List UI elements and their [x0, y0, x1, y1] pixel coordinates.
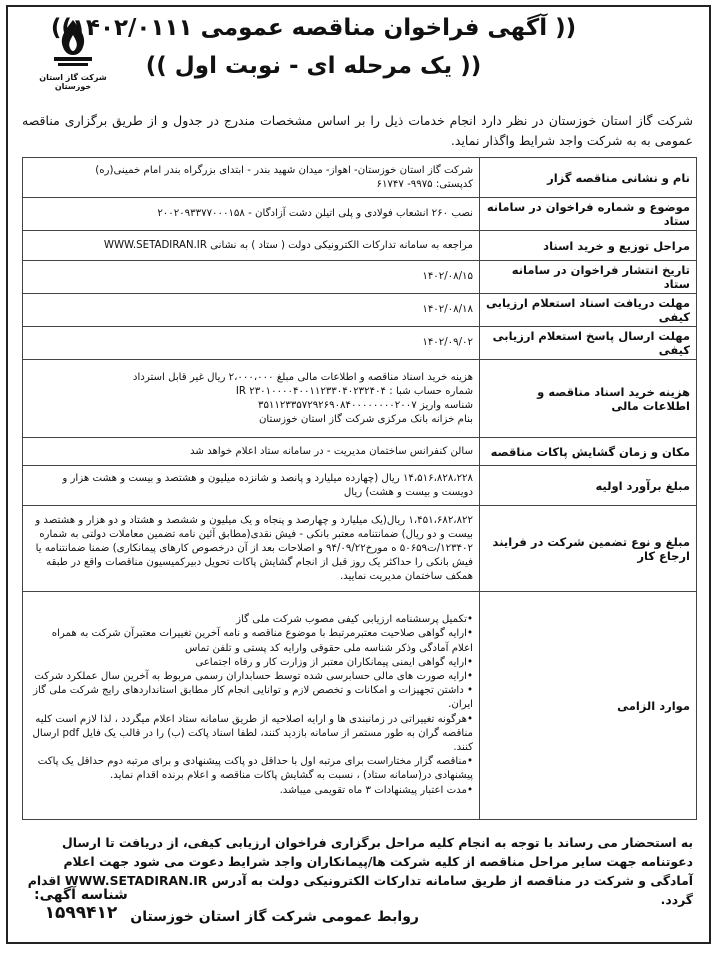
table-row	[23, 466, 697, 506]
table-row	[23, 327, 697, 360]
row-value: ۱۴۰۲/۰۹/۰۲	[23, 327, 480, 360]
intro-paragraph: شرکت گاز استان خوزستان در نظر دارد انجام خدمات ذیل را بر اساس مشخصات مندرج در جدول و از طریق برگزاری مناقصه عمومی به به شرکت واجد شرایط واگذار نماید.	[22, 113, 693, 148]
row-label: موضوع و شماره فراخوان در سامانه ستاد	[480, 198, 697, 231]
advertisement-page	[6, 5, 711, 944]
ad-id-value: ۱۵۹۹۴۱۲	[44, 903, 118, 923]
row-label: مهلت دریافت اسناد استعلام ارزیابی کیفی	[480, 294, 697, 327]
row-value	[23, 592, 480, 820]
requirement-item: •هرگونه تغییراتی در زمانبندی ها و ارایه اصلاحیه از طریق سامانه ستاد اعلام میگردد ، لذا لازم است کلیه مناقصه گران به طور مستمر از سامانه بازدید کنند، لطفا اسناد پاکت (ب) را در قالب یک فایل pdf ارسال کنند.	[32, 713, 473, 753]
row-label: هزینه خرید اسناد مناقصه و اطلاعات مالی	[480, 360, 697, 438]
table-row	[23, 158, 697, 198]
row-value: سالن کنفرانس ساختمان مدیریت - در سامانه ستاد اعلام خواهد شد	[23, 438, 480, 466]
table-row	[23, 261, 697, 294]
requirement-item: •تکمیل پرسشنامه ارزیابی کیفی مصوب شرکت ملی گاز	[236, 614, 473, 626]
row-value: ۱،۴۵۱،۶۸۲،۸۲۲ ریال(یک میلیارد و چهارصد و پنجاه و یک میلیون و ششصد و هشتاد و دو هزار و هشتصد و بیست و دو ریال) ضمانتنامه معتبر بانکی - فیش نقدی(مطابق آئین نامه تضمین معاملات دولتی به شماره ۱۲۳۴۰۲/ت۵۰۶۵۹ ه مورخ۹۴/۰۹/۲۲ و اصلاحات بعد از آن درخصوص کارهای پیمانکاری) ضمنا ضمانتنامه یا فیش بانکی را حداکثر یک روز قبل از انجام گشایش پاکات تحویل دبیرکمیسیون مناقصات واقع در طبقه همکف ساختمان مدیریت نمایید.	[23, 506, 480, 592]
table-row	[23, 198, 697, 231]
closing-paragraph: به استحضار می رساند با توجه به انجام کلیه مراحل برگزاری فراخوان ارزیابی کیفی، از دریافت تا ارسال دعوتنامه جهت سایر مراحل مناقصه از کلیه شرکت ها/پیمانکاران واجد شرایط دعوت می شود جهت اعلام آمادگی و شرکت در مناقصه از طریق سامانه تدارکات الکترونیکی دولت به آدرس WWW.SETADIRAN.IR اقدام گردد.	[27, 835, 693, 907]
row-label: مبلغ و نوع تضمین شرکت در فرایند ارجاع کار	[480, 506, 697, 592]
row-label: مبلغ برآورد اولیه	[480, 466, 697, 506]
header	[8, 7, 709, 107]
row-value: نصب ۲۶۰ انشعاب فولادی و پلی اتیلن دشت آزادگان - ۲۰۰۲۰۹۳۳۷۷۰۰۰۱۵۸	[23, 198, 480, 231]
table-row	[23, 360, 697, 438]
table-row	[23, 592, 697, 820]
row-value: مراجعه به سامانه تدارکات الکترونیکی دولت ( ستاد ) به نشانی WWW.SETADIRAN.IR	[23, 231, 480, 261]
row-value: ۱۴۰۲/۰۸/۱۸	[23, 294, 480, 327]
table-row	[23, 294, 697, 327]
row-label: موارد الزامی	[480, 592, 697, 820]
row-value: هزینه خرید اسناد مناقصه و اطلاعات مالی مبلغ ۲،۰۰۰،۰۰۰ ریال غیر قابل استرداد شماره حساب شبا : IR ۲۳۰۱۰۰۰۰۴۰۰۱۱۲۳۳۰۴۰۲۳۲۴۰۴ شناسه واریز ۳۵۱۱۲۳۳۵۷۲۹۲۶۹۰۸۴۰۰۰۰۰۰۰۰۲۰۰۷ بنام خزانه بانک مرکزی شرکت گاز استان خوزستان	[23, 360, 480, 438]
public-relations-signature: روابط عمومی شرکت گاز استان خوزستان	[130, 909, 419, 925]
requirement-item: •مناقصه گزار مختاراست برای مرتبه اول با حداقل دو پاکت پیشنهادی و برای مرتبه دوم حداقل یک پاکت پیشنهادی در(سامانه ستاد) ، نسبت به گشایش پاکات مناقصه و اعلام برنده اقدام نماید.	[37, 756, 473, 782]
requirement-item: •ارایه صورت های مالی حسابرسی شده توسط حسابداران رسمی مربوط به آخرین سال عملکرد شرکت	[34, 670, 473, 682]
requirement-item: •ارایه گواهی صلاحیت معتبرمرتبط با موضوع مناقصه و نامه آخرین تغییرات معتبرآن شرکت به همراه اعلام آمادگی وذکر شناسه ملی حقوقی وارایه کد پستی و تلفن تماس	[51, 628, 473, 654]
row-label: نام و نشانی مناقصه گزار	[480, 158, 697, 198]
row-value: ۱۴۰۲/۰۸/۱۵	[23, 261, 480, 294]
requirement-item: • داشتن تجهیزات و امکانات و تخصص لازم و توانایی انجام کار مطابق استانداردهای رایج شرکت ملی گاز ایران.	[33, 685, 473, 711]
row-label: مهلت ارسال پاسخ استعلام ارزیابی کیفی	[480, 327, 697, 360]
table-row	[23, 231, 697, 261]
ad-title-line1: (( آگهی فراخوان مناقصه عمومی ۱۴۰۲/۰۱۱۱))	[50, 15, 577, 41]
requirement-item: •مدت اعتبار پیشنهادات ۳ ماه تقویمی میباشد.	[279, 784, 473, 796]
table-row	[23, 438, 697, 466]
row-value: ۱۴،۵۱۶،۸۲۸،۲۲۸ ریال (چهارده میلیارد و پانصد و شانزده میلیون و هشتصد و بیست و هشت هزار و دویست و بیست و هشت) ریال	[23, 466, 480, 506]
row-value: شرکت گاز استان خوزستان- اهواز- میدان شهید بندر - ابتدای بزرگراه بندر امام خمینی(ره) کدپستی: ۹۹۷۵- ۶۱۷۴۷	[23, 158, 480, 198]
ad-id-label: شناسه آگهی:	[34, 887, 128, 903]
row-label: مراحل توزیع و خرید اسناد	[480, 231, 697, 261]
table-row	[23, 506, 697, 592]
tender-info-table	[22, 157, 697, 820]
logo-caption: شرکت گاز استان خوزستان	[39, 73, 107, 91]
row-label: تاریخ انتشار فراخوان در سامانه ستاد	[480, 261, 697, 294]
row-label: مکان و زمان گشایش پاکات مناقصه	[480, 438, 697, 466]
requirement-item: •ارایه گواهی ایمنی پیمانکاران معتبر از وزارت کار و رفاه اجتماعی	[195, 656, 473, 668]
ad-title-line2: (( یک مرحله ای - نوبت اول ))	[145, 53, 482, 79]
ad-identifier	[34, 887, 128, 923]
